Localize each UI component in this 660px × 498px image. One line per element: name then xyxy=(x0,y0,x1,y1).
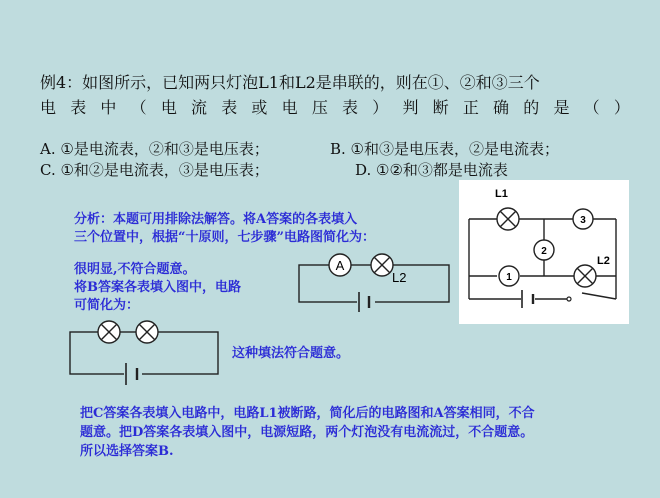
question-char: 断 xyxy=(432,98,449,117)
question-char: 表 xyxy=(342,98,359,117)
conclusion-line-3: 所以选择答案B. xyxy=(80,444,174,459)
question-char: 流 xyxy=(191,98,208,117)
question-char: 电 xyxy=(281,98,298,117)
question-char: 压 xyxy=(311,98,328,117)
question-char: 的 xyxy=(523,98,540,117)
question-char: （ xyxy=(130,98,147,117)
question-char: 电 xyxy=(40,98,57,117)
lamp-l1-label: L1 xyxy=(495,188,508,200)
lamp-l2-label: L2 xyxy=(597,255,610,267)
conclusion-line-2: 题意。把D答案各表填入图中，电源短路，两个灯泡没有电流流过，不合题意。 xyxy=(80,425,534,440)
conclusion-line-1: 把C答案各表填入电路中，电路L1被断路，简化后的电路图和A答案相同，不合 xyxy=(80,406,535,421)
question-char: 判 xyxy=(402,98,419,117)
question-line-1: 例4：如图所示，已知两只灯泡L1和L2是串联的，则在①、②和③三个 xyxy=(40,73,540,92)
circuit-b-diagram xyxy=(66,318,226,386)
question-char: ） xyxy=(372,98,389,117)
ammeter-label: A xyxy=(335,258,345,273)
analysis-line-1: 分析：本题可用排除法解答。将A答案的各表填入 xyxy=(74,212,358,227)
analysis-line-2: 三个位置中，根据“十原则，七步骤”电路图简化为： xyxy=(74,230,375,245)
analysis-fits: 这种填法符合题意。 xyxy=(232,346,350,361)
main-circuit-diagram xyxy=(459,180,629,324)
main-circuit-panel xyxy=(459,180,629,324)
meter-3-label: 3 xyxy=(580,215,586,226)
question-char: 正 xyxy=(462,98,479,117)
option-b: B. ①和③是电压表，②是电流表； xyxy=(330,140,560,158)
analysis-obvious: 很明显,不符合题意。 xyxy=(74,262,196,277)
question-char: ） xyxy=(613,98,630,117)
question-char: 表 xyxy=(70,98,87,117)
option-a: A. ①是电流表，②和③是电压表； xyxy=(40,140,269,158)
switch-contact xyxy=(567,297,571,301)
question-line-2 xyxy=(40,95,630,118)
option-d: D. ①②和③都是电流表 xyxy=(355,161,508,179)
circuit-a-diagram xyxy=(295,250,455,320)
meter-1-label: 1 xyxy=(506,272,512,283)
option-c: C. ①和②是电流表，③是电压表； xyxy=(40,161,269,179)
analysis-b-line-2: 可简化为： xyxy=(74,298,140,313)
analysis-b-line-1: 将B答案各表填入图中，电路 xyxy=(74,280,241,295)
lamp-l2-label: L2 xyxy=(392,270,407,285)
question-char: 电 xyxy=(160,98,177,117)
question-char: 是 xyxy=(553,98,570,117)
question-char: 或 xyxy=(251,98,268,117)
question-char: 中 xyxy=(100,98,117,117)
meter-2-label: 2 xyxy=(541,246,547,257)
question-char: 确 xyxy=(493,98,510,117)
question-char: 表 xyxy=(221,98,238,117)
question-char: （ xyxy=(583,98,600,117)
